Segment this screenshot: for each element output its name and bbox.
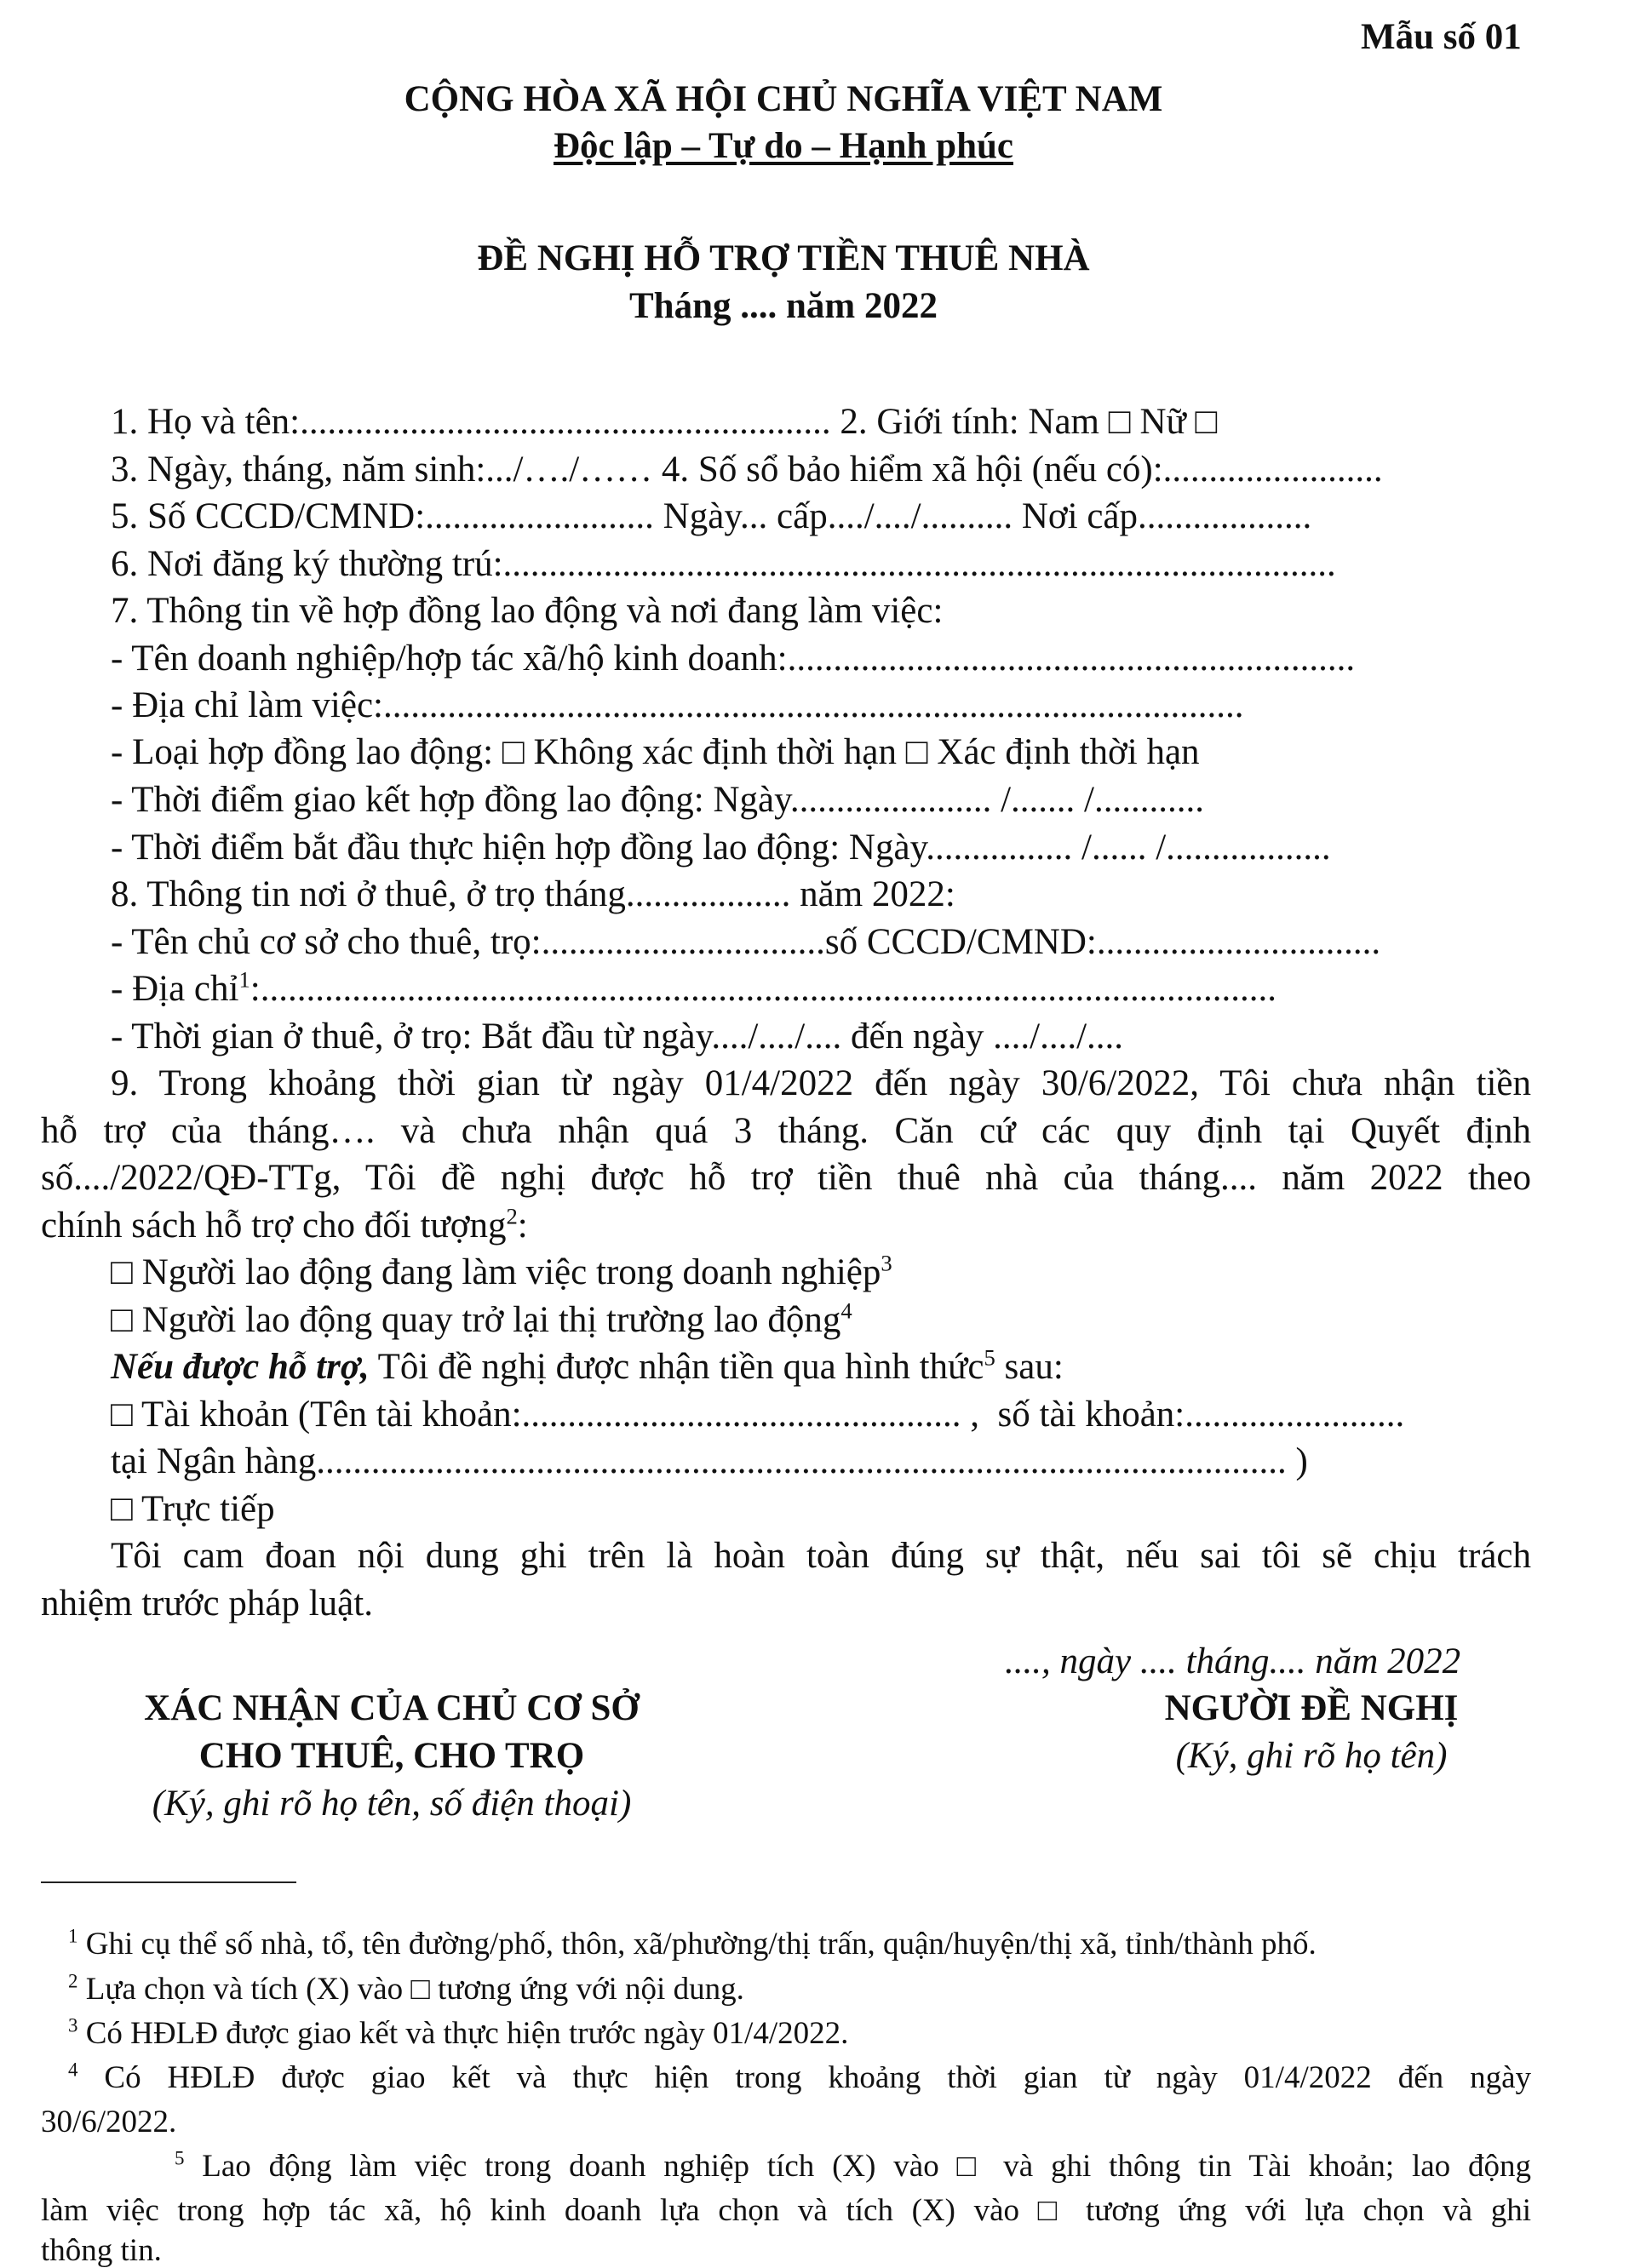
field-employer-name: - Tên doanh nghiệp/hợp tác xã/hộ kinh doanh:.............................................................. xyxy=(111,639,1356,679)
footnote-4-line1: $^4$ Có HĐLĐ được giao kết và thực hiện trong khoảng thời gian từ ngày 01/4/2022 đến ngày xyxy=(68,2059,1531,2095)
field-landlord: - Tên chủ cơ sở cho thuê, trọ:...............................số CCCD/CMND:............................... xyxy=(111,922,1381,962)
option-current-worker xyxy=(111,1250,892,1292)
payment-account[interactable]: □ Tài khoản (Tên tài khoản:................................................ , số tài khoản:........................ xyxy=(111,1395,1405,1435)
field-contract-start-date: - Thời điểm bắt đầu thực hiện hợp đồng lao động: Ngày................ /...... /.................. xyxy=(111,828,1331,868)
field-contract-heading: 7. Thông tin về hợp đồng lao động và nơi đang làm việc: xyxy=(111,591,944,631)
payment-bank: tại Ngân hàng.......................................................................................................... ) xyxy=(111,1441,1308,1481)
footnote-ref-1: 1 xyxy=(238,966,250,993)
field-rental-period: - Thời gian ở thuê, ở trọ: Bắt đầu từ ngày..../..../.... đến ngày ..../..../.... xyxy=(111,1017,1124,1057)
form-subtitle: Tháng .... năm 2022 xyxy=(629,286,938,326)
landlord-confirmation-title-1: XÁC NHẬN CỦA CHỦ CƠ SỞ xyxy=(144,1688,640,1728)
para9-line4: chính sách hỗ trợ cho đối tượng$^2$: xyxy=(41,1203,528,1246)
commitment-line2: nhiệm trước pháp luật. xyxy=(41,1584,373,1624)
field-contract-type: - Loại hợp đồng lao động: □ Không xác định thời hạn □ Xác định thời hạn xyxy=(111,732,1200,772)
footnote-ref-3: 3 xyxy=(881,1250,892,1276)
footnote-ref-5: 5 xyxy=(984,1344,995,1371)
commitment-line1: Tôi cam đoan nội dung ghi trên là hoàn toàn đúng sự thật, nếu sai tôi sẽ chịu trách xyxy=(111,1536,1531,1576)
date-line: ...., ngày .... tháng.... năm 2022 xyxy=(1005,1641,1461,1681)
checkbox-returning-worker[interactable]: □ Người lao động quay trở lại thị trường lao động xyxy=(111,1300,841,1340)
footnote-3: $^3$ Có HĐLĐ được giao kết và thực hiện trước ngày 01/4/2022. xyxy=(68,2014,849,2051)
country-name: CỘNG HÒA XÃ HỘI CHỦ NGHĨA VIỆT NAM xyxy=(404,79,1163,119)
field-birthdate-insurance: 3. Ngày, tháng, năm sinh:.../…./…… 4. Số sổ bảo hiểm xã hội (nếu có):........................ xyxy=(111,450,1383,490)
footnote-ref-2: 2 xyxy=(506,1203,518,1229)
footnote-5-line3: thông tin. xyxy=(41,2233,162,2268)
footnote-separator xyxy=(41,1881,296,1883)
payment-direct[interactable]: □ Trực tiếp xyxy=(111,1489,275,1529)
footnote-ref-4: 4 xyxy=(840,1297,852,1324)
landlord-signature-note: (Ký, ghi rõ họ tên, số điện thoại) xyxy=(152,1784,632,1824)
payment-method-lead: Nếu được hỗ trợ, Tôi đề nghị được nhận tiền qua hình thức$^5$ sau: xyxy=(111,1344,1064,1387)
para9-line3: số..../2022/QĐ-TTg, Tôi đề nghị được hỗ trợ tiền thuê nhà của tháng.... năm 2022 theo xyxy=(41,1158,1531,1198)
option-returning-worker xyxy=(111,1297,852,1340)
footnote-4-line2: 30/6/2022. xyxy=(41,2105,177,2139)
field-work-address: - Địa chỉ làm việc:.............................................................................................. xyxy=(111,685,1244,725)
para9-line1: 9. Trong khoảng thời gian từ ngày 01/4/2022 đến ngày 30/6/2022, Tôi chưa nhận tiền xyxy=(111,1063,1531,1103)
field-id-card: 5. Số CCCD/CMND:......................... Ngày... cấp..../..../.......... Nơi cấp................... xyxy=(111,496,1312,536)
motto: Độc lập – Tự do – Hạnh phúc xyxy=(554,126,1013,166)
field-rental-heading: 8. Thông tin nơi ở thuê, ở trọ tháng.................. năm 2022: xyxy=(111,874,955,914)
field-contract-signed-date: - Thời điểm giao kết hợp đồng lao động: Ngày...................... /....... /............ xyxy=(111,780,1204,820)
applicant-title: NGƯỜI ĐỀ NGHỊ xyxy=(1164,1688,1459,1728)
footnote-2: $^2$ Lựa chọn và tích (X) vào □ tương ứng với nội dung. xyxy=(68,1970,744,2007)
field-name-gender: 1. Họ và tên:.......................................................... 2. Giới tính: Nam □ Nữ □ xyxy=(111,402,1218,442)
landlord-confirmation-title-2: CHO THUÊ, CHO TRỌ xyxy=(198,1736,585,1776)
field-residence: 6. Nơi đăng ký thường trú:........................................................................................... xyxy=(111,544,1336,584)
footnote-5-line1: $^5$ Lao động làm việc trong doanh nghiệp tích (X) vào □ và ghi thông tin Tài khoản; lao động xyxy=(175,2147,1531,2184)
checkbox-current-worker[interactable]: □ Người lao động đang làm việc trong doanh nghiệp xyxy=(111,1252,881,1292)
form-title: ĐỀ NGHỊ HỖ TRỢ TIỀN THUÊ NHÀ xyxy=(477,238,1090,278)
form-number: Mẫu số 01 xyxy=(1361,17,1522,57)
applicant-signature-note: (Ký, ghi rõ họ tên) xyxy=(1175,1736,1448,1776)
para9-line2: hỗ trợ của tháng…. và chưa nhận quá 3 tháng. Căn cứ các quy định tại Quyết định xyxy=(41,1111,1531,1151)
footnote-1: $^1$ Ghi cụ thể số nhà, tổ, tên đường/phố, thôn, xã/phường/thị trấn, quận/huyện/thị xã, tỉnh/thành phố. xyxy=(68,1925,1317,1962)
footnote-5-line2: làm việc trong hợp tác xã, hộ kinh doanh lựa chọn và tích (X) vào □ tương ứng với lựa chọn và ghi xyxy=(41,2193,1531,2228)
field-rental-address: - Địa chỉ$^1$:............................................................................................................... xyxy=(111,966,1276,1009)
